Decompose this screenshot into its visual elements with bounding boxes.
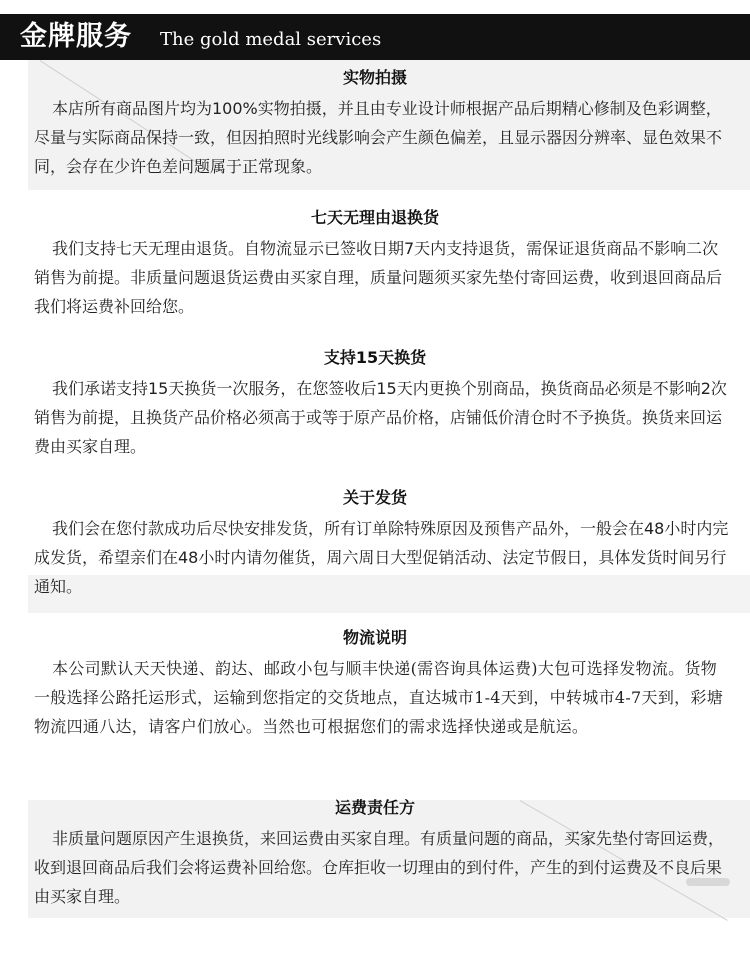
section-body: 我们会在您付款成功后尽快安排发货，所有订单除特殊原因及预售产品外，一般会在48小时内完成发货，希望亲们在48小时内请勿催货，周六周日大型促销活动、法定节假日，具体发货时间另行通知。 — [34, 519, 729, 596]
section-body: 本公司默认天天快递、韵达、邮政小包与顺丰快递(需咨询具体运费)大包可选择发物流。货物一般选择公路托运形式，运输到您指定的交货地点，直达城市1-4天到，中转城市4-7天到，彩塘物流四通八达，请客户们放心。当然也可根据您们的需求选择快递或是航运。 — [34, 659, 724, 736]
section-seven-day-return — [0, 206, 750, 321]
section-body: 我们承诺支持15天换货一次服务，在您签收后15天内更换个别商品，换货商品必须是不影响2次销售为前提，且换货产品价格必须高于或等于原产品价格，店铺低价清仓时不予换货。换货来回运费由买家自理。 — [34, 379, 727, 456]
section-title: 物流说明 — [342, 628, 407, 647]
page-header — [0, 14, 750, 60]
header-title-en: The gold medal services — [160, 29, 382, 50]
section-freight-responsibility — [0, 796, 750, 911]
section-fifteen-day-exchange — [0, 346, 750, 461]
section-title: 支持15天换货 — [323, 348, 427, 367]
header-title-cn: 金牌服务 — [20, 21, 132, 52]
section-title: 七天无理由退换货 — [310, 208, 439, 227]
section-body: 非质量问题原因产生退换货，来回运费由买家自理。有质量问题的商品，买家先垫付寄回运费，收到退回商品后我们会将运费补回给您。仓库拒收一切理由的到付件，产生的到付运费及不良后果由买家自理。 — [34, 829, 725, 906]
section-body: 我们支持七天无理由退货。自物流显示已签收日期7天内支持退货，需保证退货商品不影响二次销售为前提。非质量问题退货运费由买家自理，质量问题须买家先垫付寄回运费，收到退回商品后我们将运费补回给您。 — [34, 239, 723, 316]
section-title: 运费责任方 — [334, 798, 415, 817]
section-title: 实物拍摄 — [342, 68, 407, 87]
section-title: 关于发货 — [342, 488, 407, 507]
section-body: 本店所有商品图片均为100%实物拍摄，并且由专业设计师根据产品后期精心修制及色彩调整，尽量与实际商品保持一致，但因拍照时光线影响会产生颜色偏差，且显示器因分辨率、显色效果不同，会存在少许色差问题属于正常现象。 — [34, 99, 723, 176]
section-real-photos — [0, 66, 750, 181]
section-logistics — [0, 626, 750, 741]
section-shipping — [0, 486, 750, 601]
